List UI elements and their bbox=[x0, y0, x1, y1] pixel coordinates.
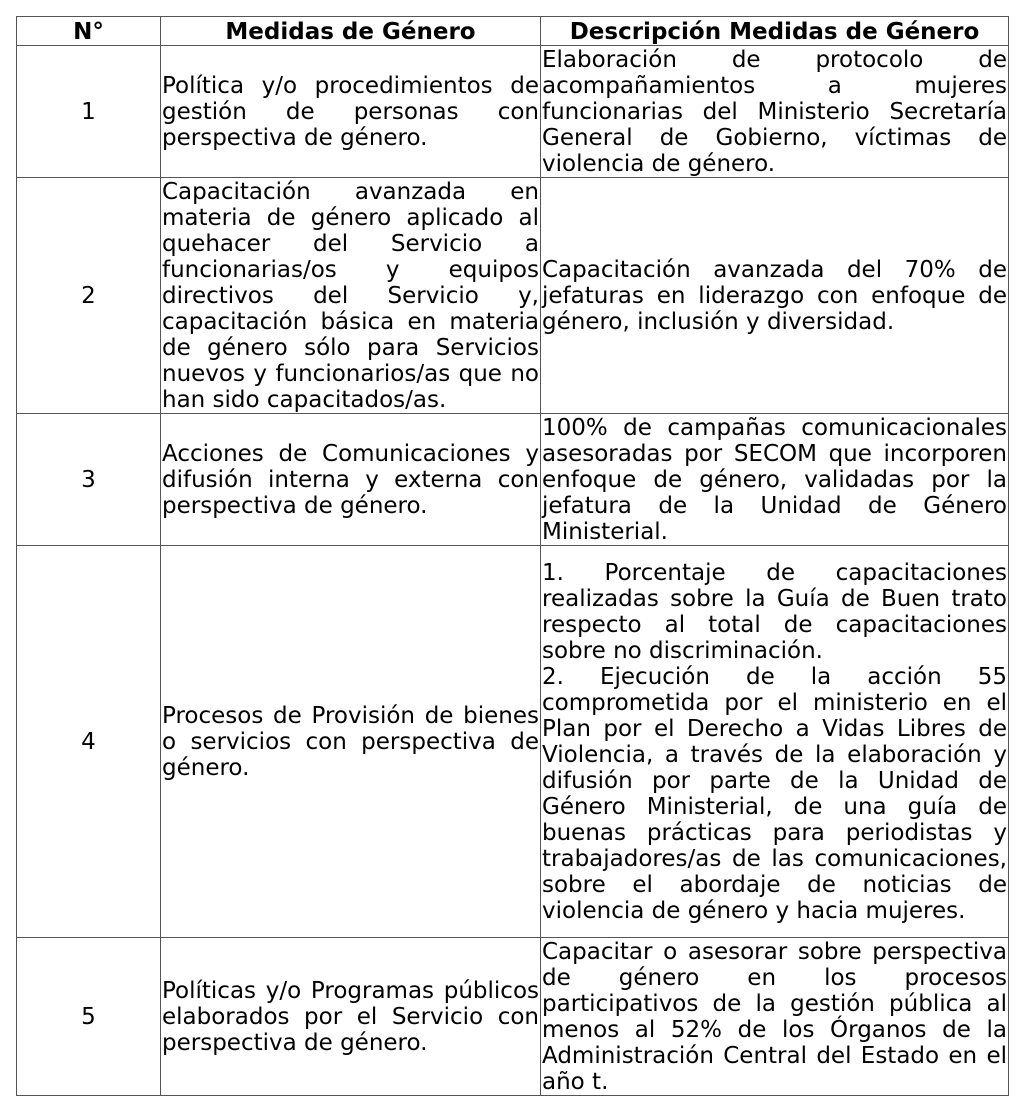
row-number-cell: 5 bbox=[17, 938, 161, 1096]
column-header-number: N° bbox=[17, 17, 161, 46]
description-item: 2. Ejecución de la acción 55 comprometida por el ministerio en el Plan por el Derecho a Vidas Libres de Violencia, a través de la elaboración y difusión por parte de la Unidad de Género Ministerial, de una guía de buenas prácticas para periodistas y trabajadores/as de las comunicaciones, sobre el abordaje de noticias de violencia de género y hacia mujeres. bbox=[542, 663, 1007, 924]
measure-cell: Política y/o procedimientos de gestión de personas con perspectiva de género. bbox=[161, 46, 541, 178]
table-row bbox=[17, 178, 1009, 414]
measure-cell: Procesos de Provisión de bienes o servicios con perspectiva de género. bbox=[161, 546, 541, 938]
table-row bbox=[17, 46, 1009, 178]
description-cell: 100% de campañas comunicacionales asesoradas por SECOM que incorporen enfoque de género, validadas por la jefatura de la Unidad de Género Ministerial. bbox=[542, 414, 1007, 545]
description-cell: Elaboración de protocolo de acompañamientos a mujeres funcionarias del Ministerio Secretaría General de Gobierno, víctimas de violencia de género. bbox=[542, 46, 1007, 177]
description-item: 1. Porcentaje de capacitaciones realizadas sobre la Guía de Buen trato respecto al total de capacitaciones sobre no discriminación. bbox=[542, 559, 1007, 664]
row-number-cell: 2 bbox=[17, 178, 161, 414]
row-number-cell: 1 bbox=[17, 46, 161, 178]
measure-cell: Políticas y/o Programas públicos elaborados por el Servicio con perspectiva de género. bbox=[161, 938, 541, 1096]
description-cell: Capacitación avanzada del 70% de jefaturas en liderazgo con enfoque de género, inclusión y diversidad. bbox=[541, 178, 1009, 414]
table-row bbox=[17, 938, 1009, 1096]
description-cell bbox=[541, 546, 1009, 938]
measure-cell: Capacitación avanzada en materia de género aplicado al quehacer del Servicio a funcionarias/os y equipos directivos del Servicio y, capacitación básica en materia de género sólo para Servicios nuevos y funcionarios/as que no han sido capacitados/as. bbox=[162, 178, 539, 413]
description-cell: Capacitar o asesorar sobre perspectiva de género en los procesos participativos de la gestión pública al menos al 52% de los Órganos de la Administración Central del Estado en el año t. bbox=[542, 938, 1007, 1095]
column-header-description: Descripción Medidas de Género bbox=[541, 17, 1009, 46]
row-number-cell: 4 bbox=[17, 546, 161, 938]
column-header-measure: Medidas de Género bbox=[161, 17, 541, 46]
gender-measures-table bbox=[16, 16, 1009, 1096]
measure-cell: Acciones de Comunicaciones y difusión interna y externa con perspectiva de género. bbox=[161, 414, 541, 546]
row-number-cell: 3 bbox=[17, 414, 161, 546]
table-header-row bbox=[17, 17, 1009, 46]
table-row bbox=[17, 546, 1009, 938]
table-row bbox=[17, 414, 1009, 546]
